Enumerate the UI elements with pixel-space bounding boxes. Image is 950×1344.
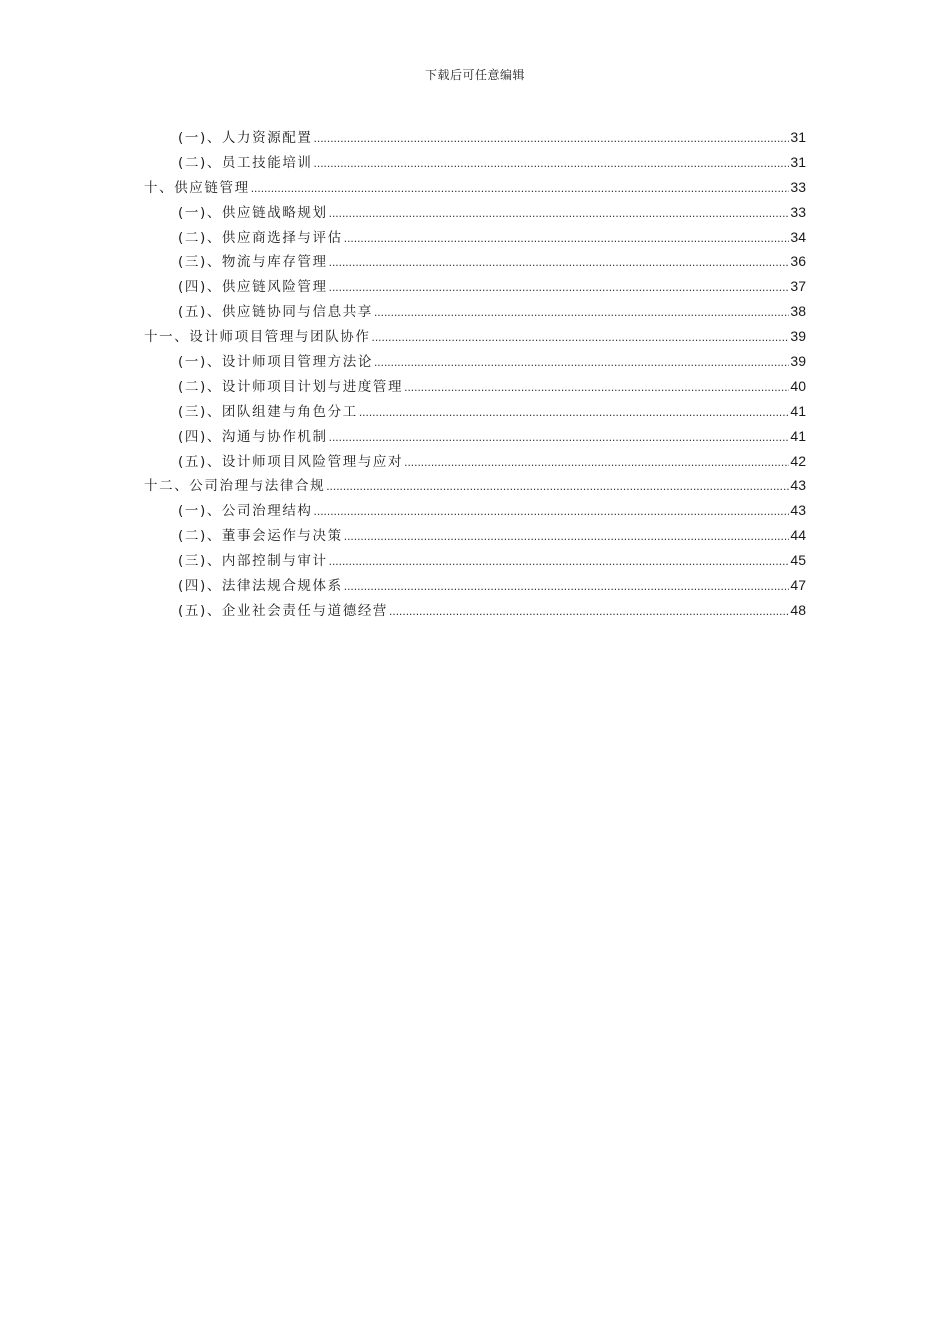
toc-entry[interactable]: [144, 125, 806, 150]
toc-entry[interactable]: [144, 498, 806, 523]
toc-dot-leader: [344, 524, 790, 549]
toc-entry-page: 47: [790, 577, 806, 594]
toc-entry-title: (二)、董事会运作与决策: [178, 528, 343, 545]
toc-entry[interactable]: [144, 225, 806, 250]
toc-chapter-entry[interactable]: [144, 473, 806, 498]
toc-entry-title: (四)、供应链风险管理: [178, 279, 328, 296]
toc-dot-leader: [344, 226, 790, 251]
toc-entry-title: 十一、设计师项目管理与团队协作: [144, 329, 371, 346]
toc-entry[interactable]: [144, 424, 806, 449]
toc-entry-title: (三)、团队组建与角色分工: [178, 403, 358, 420]
toc-dot-leader: [404, 450, 789, 475]
toc-entry[interactable]: [144, 449, 806, 474]
toc-entry[interactable]: [144, 249, 806, 274]
toc-entry-page: 43: [790, 477, 806, 494]
toc-entry[interactable]: [144, 299, 806, 324]
toc-entry-page: 37: [790, 278, 806, 295]
toc-entry-page: 39: [790, 353, 806, 370]
toc-entry-page: 38: [790, 303, 806, 320]
toc-chapter-entry[interactable]: [144, 175, 806, 200]
toc-chapter-entry[interactable]: [144, 324, 806, 349]
toc-dot-leader: [314, 126, 790, 151]
toc-entry[interactable]: [144, 573, 806, 598]
toc-dot-leader: [326, 474, 789, 499]
toc-entry-page: 39: [790, 328, 806, 345]
toc-entry[interactable]: [144, 548, 806, 573]
toc-entry-page: 33: [790, 178, 806, 195]
toc-entry-title: (四)、沟通与协作机制: [178, 428, 328, 445]
toc-dot-leader: [329, 250, 790, 275]
toc-dot-leader: [314, 499, 790, 524]
toc-entry-page: 41: [790, 427, 806, 444]
page-header: 下载后可任意编辑: [424, 68, 525, 82]
toc-entry[interactable]: [144, 274, 806, 299]
toc-entry-title: 十、供应链管理: [144, 179, 250, 196]
toc-entry[interactable]: [144, 150, 806, 175]
toc-dot-leader: [251, 176, 790, 201]
toc-dot-leader: [404, 375, 789, 400]
toc-dot-leader: [329, 549, 790, 574]
toc-entry[interactable]: [144, 399, 806, 424]
toc-entry-title: (一)、人力资源配置: [178, 130, 313, 146]
toc-entry[interactable]: [144, 349, 806, 374]
toc-entry-page: 43: [790, 502, 806, 519]
toc-entry[interactable]: [144, 374, 806, 399]
toc-dot-leader: [314, 151, 790, 176]
toc-entry-page: 44: [790, 527, 806, 544]
toc-entry-page: 33: [790, 203, 806, 220]
toc-entry-page: 31: [790, 153, 806, 170]
toc-dot-leader: [374, 350, 789, 375]
toc-entry-page: 48: [790, 601, 806, 618]
toc-entry-title: 十二、公司治理与法律合规: [144, 478, 326, 495]
toc-entry-title: (五)、设计师项目风险管理与应对: [178, 453, 404, 470]
toc-dot-leader: [374, 300, 789, 325]
toc-dot-leader: [372, 325, 790, 350]
toc-entry-title: (二)、员工技能培训: [178, 154, 313, 171]
toc-entry-page: 31: [790, 129, 806, 145]
toc-entry-title: (二)、供应商选择与评估: [178, 229, 343, 246]
toc-entry-page: 41: [790, 402, 806, 419]
toc-dot-leader: [329, 425, 790, 450]
toc-entry-title: (一)、设计师项目管理方法论: [178, 354, 373, 371]
toc-entry-title: (五)、企业社会责任与道德经营: [178, 602, 389, 619]
toc-entry-title: (三)、内部控制与审计: [178, 553, 328, 570]
toc-entry-page: 45: [790, 552, 806, 569]
toc-entry[interactable]: [144, 523, 806, 548]
toc-dot-leader: [329, 201, 790, 226]
toc-entry[interactable]: [144, 598, 806, 623]
toc-dot-leader: [344, 574, 790, 599]
toc-entry-page: 40: [790, 377, 806, 394]
toc-entry-page: 42: [790, 452, 806, 469]
toc-entry-title: (一)、公司治理结构: [178, 503, 313, 520]
toc-entry-title: (二)、设计师项目计划与进度管理: [178, 378, 404, 395]
toc-entry-title: (四)、法律法规合规体系: [178, 578, 343, 595]
toc-entry-page: 36: [790, 253, 806, 270]
toc-entry-page: 34: [790, 228, 806, 245]
toc-entry[interactable]: [144, 200, 806, 225]
toc-dot-leader: [329, 275, 790, 300]
toc-dot-leader: [389, 599, 789, 624]
toc-dot-leader: [359, 400, 790, 425]
toc-entry-title: (一)、供应链战略规划: [178, 204, 328, 221]
table-of-contents: [144, 125, 806, 623]
toc-entry-title: (三)、物流与库存管理: [178, 254, 328, 271]
toc-entry-title: (五)、供应链协同与信息共享: [178, 304, 373, 321]
